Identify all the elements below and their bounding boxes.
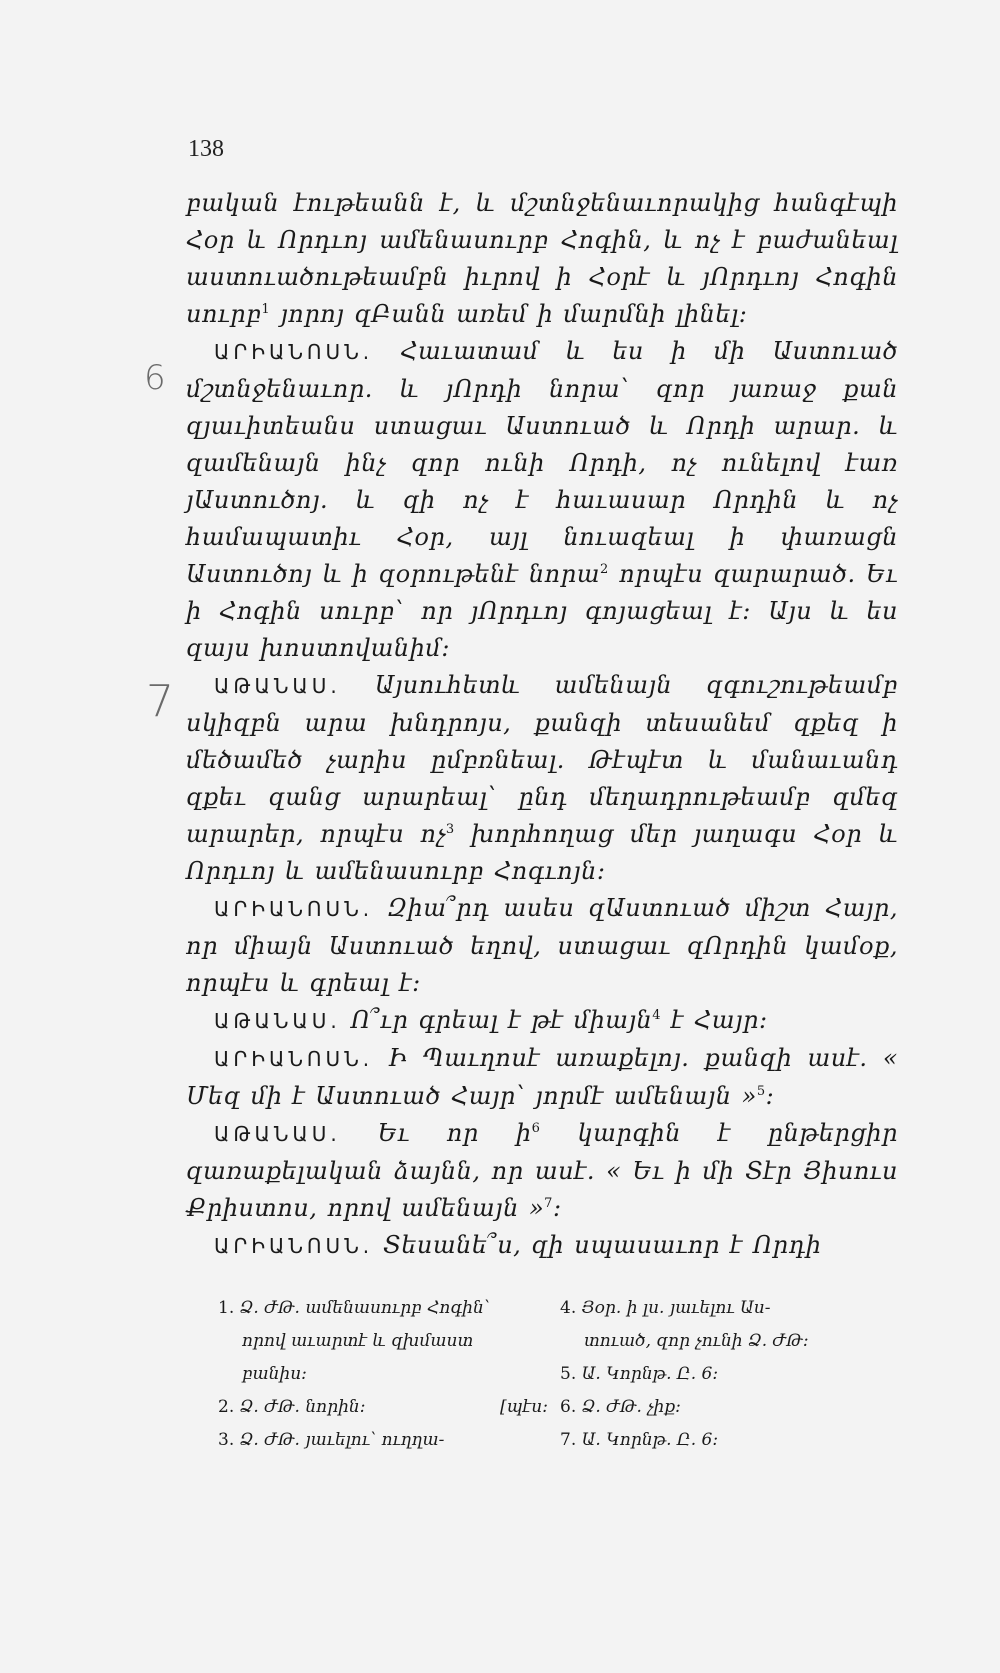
speaker-name: ԱԹԱՆԱՍ.	[214, 674, 341, 698]
footnote: 6. Ձ. ԺԹ. չիք։	[560, 1397, 681, 1417]
footnotes-right-column	[560, 1292, 900, 1457]
footnote: բանիս։	[242, 1364, 307, 1384]
paragraph: ԱՐԻԱՆՈՍՆ. Զիա՞րդ ասես զԱստուած միշտ Հայր, որ միայն Աստուած եղով, ստացաւ զՈրդին կամօք, որպէս և գրեալ է։	[186, 894, 898, 997]
paragraph: բական էութեանն է, և մշտնջենաւորակից հանգէպի Հօր և Որդւոյ ամենասուրբ Հոգին, և ոչ է բաժանեալ աստուածութեամբն իւրով ի Հօրէ և յՈրդւոյ Հոգին սուրբ$^1$ յորոյ զԲանն առեմ ի մարմնի լինել։	[186, 189, 898, 328]
speaker-name: ԱԹԱՆԱՍ.	[214, 1009, 341, 1033]
speaker-name: ԱՐԻԱՆՈՍՆ.	[214, 1047, 374, 1071]
page-number: 138	[188, 136, 224, 162]
body-text	[186, 185, 898, 1265]
speaker-name: ԱԹԱՆԱՍ.	[214, 1122, 341, 1146]
speaker-name: ԱՐԻԱՆՈՍՆ.	[214, 897, 374, 921]
margin-note-1: 6	[144, 358, 166, 398]
paragraph: ԱՐԻԱՆՈՍՆ. Տեսանե՞ս, զի սպասաւոր է Որդի	[214, 1231, 822, 1259]
margin-note-2: 7	[146, 676, 174, 727]
speaker-name: ԱՐԻԱՆՈՍՆ.	[214, 340, 374, 364]
paragraph: ԱԹԱՆԱՍ. Եւ որ ի$^6$ կարգին է ընթերցիր զառաքելական ձայնն, որ ասէ. « Եւ ի մի Տէր Յիսուս Քրիստոս, որով ամենայն »$^7$։	[186, 1119, 898, 1222]
footnote: 1. Ձ. ԺԹ. ամենասուրբ Հոգին՝ որով աւարտէ և զխմաստ	[218, 1298, 490, 1351]
paragraph: ԱԹԱՆԱՍ. Այսուհետև ամենայն զգուշութեամբ սկիզբն արա խնդրոյս, քանզի տեսանեմ զքեզ ի մեծամեծ չարիս ըմբռնեալ. Թէպէտ և մանաւանդ զքեւ զանց արարեալ՝ ընդ մեղադրութեամբ զմեզ արարեր, որպէս ոչ$^3$ խորհողաց մեր յաղագս Հօր և Որդւոյ և ամենասուրբ Հոգւոյն։	[186, 671, 898, 885]
footnote: 2. Ձ. ԺԹ. նորին։ [պէս։	[218, 1397, 548, 1417]
paragraph: ԱՐԻԱՆՈՍՆ. Ի Պաւղոսէ առաքելոյ. քանզի ասէ. « Մեզ մի է Աստուած Հայր՝ յորմէ ամենայն »$^5$։	[186, 1044, 898, 1110]
paragraph: ԱՐԻԱՆՈՍՆ. Հաւատամ և ես ի մի Աստուած մշտնջենաւոր. և յՈրդի նորա՝ զոր յառաջ քան զյաւիտեանս ստացաւ Աստուած և Որդի արար. և զամենայն ինչ զոր ունի Որդի, ոչ ունելով էառ յԱստուծոյ. և զի ոչ է հաւասար Որդին և ոչ համապատիւ Հօր, այլ նուազեալ ի փառացն Աստուծոյ և ի զօրութենէ նորա$^2$ որպէս զարարած. Եւ ի Հոգին սուրբ՝ որ յՈրդւոյ գոյացեալ է։ Այս և ես զայս խոստովանիմ։	[186, 337, 898, 662]
speaker-name: ԱՐԻԱՆՈՍՆ.	[214, 1234, 374, 1258]
paragraph: ԱԹԱՆԱՍ. Ո՞ւր գրեալ է թէ միայն$^4$ է Հայր։	[214, 1006, 768, 1034]
footnote: 4. Յօր. ի լս. յաւելու Աս- տուած, զոր չունի Ձ. ԺԹ։	[560, 1298, 809, 1351]
footnote: 3. Ձ. ԺԹ. յաւելու՝ ուղղա-	[218, 1430, 445, 1450]
footnote: 5. Ա. Կորնթ. Ը. 6։	[560, 1364, 719, 1384]
footnotes-left-column	[218, 1292, 548, 1457]
footnote: 7. Ա. Կորնթ. Ը. 6։	[560, 1430, 719, 1450]
